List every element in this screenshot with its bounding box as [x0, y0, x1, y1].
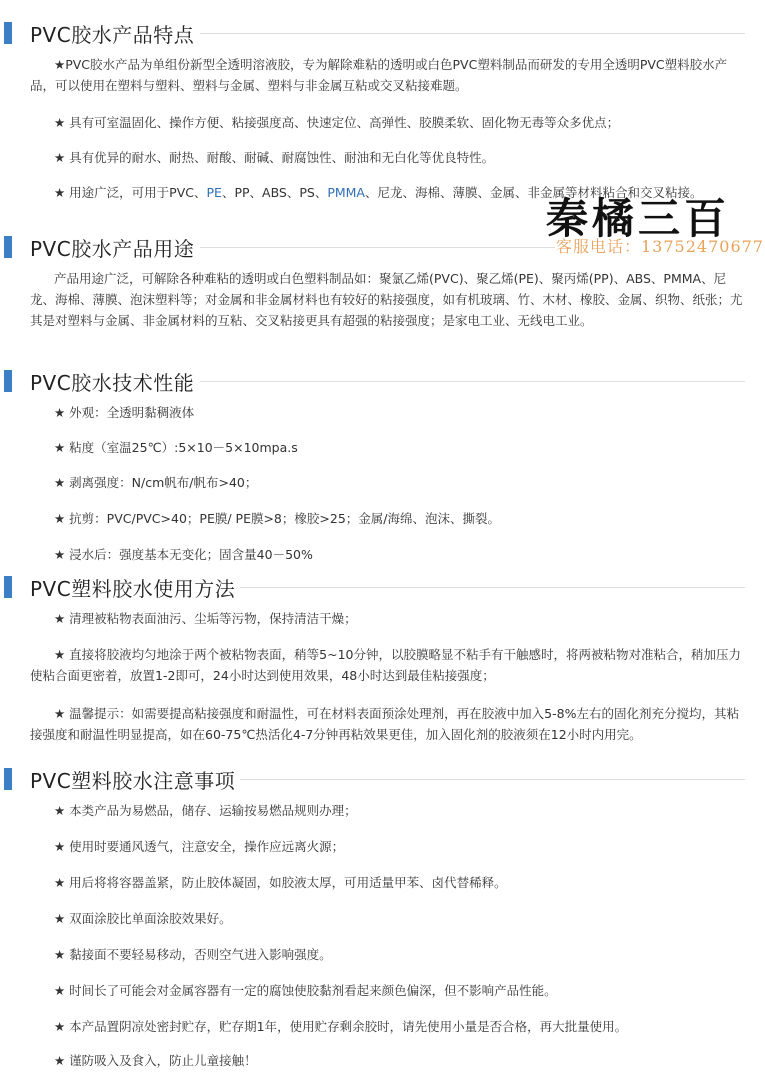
section-divider — [200, 247, 555, 248]
section-header — [0, 16, 765, 50]
section-specs — [0, 364, 765, 564]
section-header — [0, 364, 765, 398]
paragraph: ★ 具有优异的耐水、耐热、耐酸、耐碱、耐腐蚀性、耐油和无白化等优良特性。 — [54, 150, 495, 165]
section-divider — [200, 381, 745, 382]
paragraph: ★ 具有可室温固化、操作方便、粘接强度高、快速定位、高弹性、胶膜柔软、固化物无毒等众多优点； — [54, 115, 620, 130]
section-accent-bar — [4, 768, 12, 790]
uses-mid: 、PP、ABS、PS、 — [221, 185, 328, 200]
uses-suffix: 、尼龙、海棉、薄膜、金属、非金属等材料粘合和交叉粘接。 — [365, 185, 703, 200]
paragraph: ★ 时间长了可能会对金属容器有一定的腐蚀使胶黏剂看起来颜色偏深，但不影响产品性能。 — [54, 983, 557, 998]
uses-prefix: ★ 用途广泛，可用于PVC、 — [54, 185, 207, 200]
paragraph: ★ 抗剪：PVC/PVC>40；PE膜/ PE膜>8；橡胶>25；金属/海绵、泡沫、撕裂。 — [54, 511, 500, 526]
section-usage — [0, 570, 765, 750]
section-divider — [200, 33, 745, 34]
paragraph: ★ 浸水后：强度基本无变化；固含量40－50% — [54, 547, 313, 562]
pmma-link[interactable]: PMMA — [327, 185, 365, 200]
section-title: PVC塑料胶水注意事项 — [30, 769, 236, 793]
paragraph: ★ 外观：全透明黏稠液体 — [54, 405, 195, 420]
paragraph: ★ 双面涂胶比单面涂胶效果好。 — [54, 911, 232, 926]
section-title: PVC胶水产品用途 — [30, 237, 195, 261]
section-accent-bar — [4, 22, 12, 44]
section-uses — [0, 230, 765, 340]
paragraph: ★ 剥离强度：N/cm帆布/帆布>40； — [54, 475, 258, 490]
section-notes — [0, 762, 765, 1073]
section-title: PVC胶水技术性能 — [30, 371, 195, 395]
paragraph: ★ 温馨提示：如需要提高粘接强度和耐温性，可在材料表面预涂处理剂，再在胶液中加入5-8%左右的固化剂充分搅均，其粘接强度和耐温性明显提高，如在60-75℃热活化4-7分钟再粘效果更佳，加入固化剂的胶液须在12小时内用完。 — [30, 706, 739, 742]
section-accent-bar — [4, 370, 12, 392]
section-header — [0, 762, 765, 796]
section-divider — [240, 587, 745, 588]
pe-link[interactable]: PE — [206, 185, 222, 200]
section-header — [0, 570, 765, 604]
paragraph: ★PVC胶水产品为单组份新型全透明溶液胶，专为解除难粘的透明或白色PVC塑料制品而研发的专用全透明PVC塑料胶水产品，可以使用在塑料与塑料、塑料与金属、塑料与非金属互粘或交叉粘接难题。 — [30, 57, 728, 93]
paragraph: 产品用途广泛，可解除各种难粘的透明或白色塑料制品如：聚氯乙烯(PVC)、聚乙烯(PE)、聚丙烯(PP)、ABS、PMMA、尼龙、海棉、薄膜、泡沫塑料等；对金属和非金属材料也有较好的粘接强度，如有机玻璃、竹、木材、橡胶、金属、织物、纸张；尤其是对塑料与金属、非金属材料的互粘、交叉粘接更具有超强的粘接强度；是家电工业、无线电工业。 — [30, 271, 743, 328]
paragraph: ★ 用后将将容器盖紧，防止胶体凝固，如胶液太厚，可用适量甲苯、卤代替稀释。 — [54, 875, 507, 890]
paragraph: ★ 本产品置阴凉处密封贮存，贮存期1年，使用贮存剩余胶时，请先使用小量是否合格，再大批量使用。 — [54, 1019, 628, 1034]
paragraph: ★ 直接将胶液均匀地涂于两个被粘物表面，稍等5~10分钟，以胶膜略显不粘手有干触感时，将两被粘物对准粘合，稍加压力使粘合面更密着，放置1-2即可，24小时达到使用效果，48小时达到最佳粘接强度； — [30, 647, 742, 683]
section-accent-bar — [4, 576, 12, 598]
paragraph: ★ 粘度（室温25℃）:5×10－5×10mpa.s — [54, 440, 298, 455]
section-features — [0, 16, 765, 206]
section-title: PVC塑料胶水使用方法 — [30, 577, 236, 601]
shop-phone: 客服电话：13752470677 — [556, 237, 764, 256]
paragraph: ★ 清理被粘物表面油污、尘垢等污物，保持清洁干燥； — [54, 611, 357, 626]
section-divider — [240, 779, 745, 780]
paragraph: ★ 使用时要通风透气，注意安全，操作应远离火源； — [54, 839, 345, 854]
shop-name: 秦橘三百 — [546, 194, 731, 243]
section-title: PVC胶水产品特点 — [30, 23, 195, 47]
section-accent-bar — [4, 236, 12, 258]
paragraph: ★ 本类产品为易燃品，储存、运输按易燃品规则办理； — [54, 803, 357, 818]
paragraph: ★ 黏接面不要轻易移动，否则空气进入影响强度。 — [54, 947, 332, 962]
section-header — [0, 230, 765, 264]
paragraph: ★ 谨防吸入及食入，防止儿童接触！ — [54, 1053, 257, 1068]
